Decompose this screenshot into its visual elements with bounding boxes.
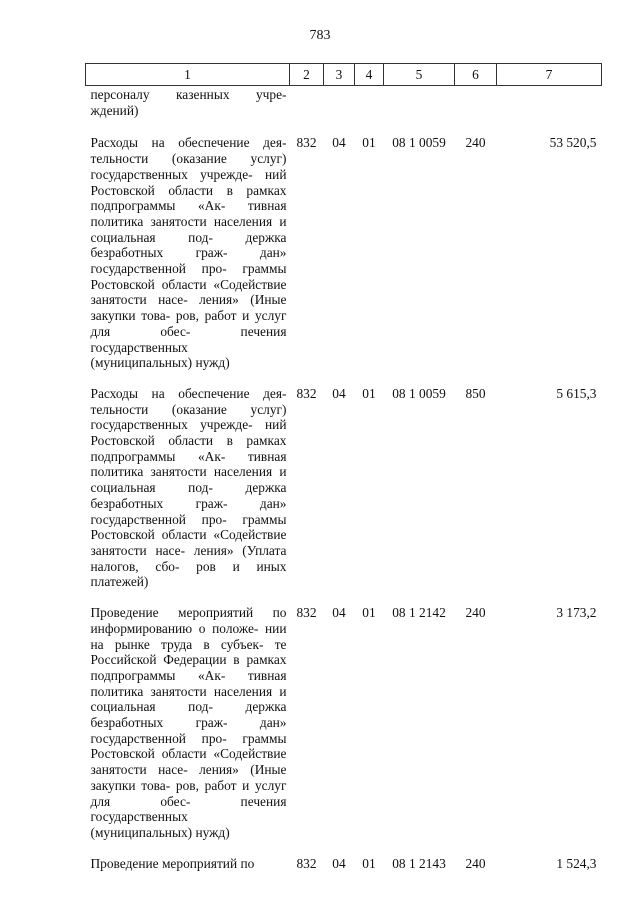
description-line: нии на рынке труда в субъек- (90, 620, 287, 652)
empty-cell (455, 86, 497, 135)
empty-cell (324, 86, 355, 135)
description-line: ний Ростовской области в (90, 166, 287, 198)
description-line: ления» (Иные закупки това- (90, 762, 287, 793)
row-description (86, 604, 290, 855)
page-number: 783 (309, 28, 331, 43)
header-col-1: 1 (86, 64, 290, 86)
description-line: ления» (Иные закупки това- (90, 292, 287, 324)
description-line: ждений) (90, 102, 139, 118)
description-line: дан» государственной про- (90, 245, 287, 277)
description-line: рамках подпрограммы «Ак- (90, 182, 287, 214)
target-article-cell: 08 1 0059 (392, 135, 446, 151)
table-row (86, 134, 602, 385)
empty-cell (497, 86, 602, 135)
table-row (86, 604, 602, 855)
table-header (86, 64, 602, 86)
row-description (86, 385, 290, 604)
description-line: ров и иных платежей) (90, 558, 287, 590)
description-line: тивная политика занятости (90, 448, 287, 480)
section-cell: 04 (332, 385, 346, 401)
description-line: (муниципальных) нужд) (90, 355, 230, 371)
description-line: держка безработных граж- (90, 229, 287, 261)
header-col-6: 6 (455, 64, 497, 86)
description-line: «Содействие занятости насе- (90, 276, 287, 308)
description-line: ров, работ и услуг для обес- (90, 308, 287, 339)
expense-type-cell: 240 (465, 135, 486, 151)
section-cell: 04 (332, 855, 346, 871)
ministry-code-cell: 832 (296, 605, 317, 621)
description-line: рамках подпрограммы «Ак- (90, 433, 287, 464)
amount-cell: 1 524,3 (556, 855, 597, 871)
ministry-code-cell: 832 (296, 385, 317, 401)
description-line: (муниципальных) нужд) (90, 824, 230, 840)
description-line: дан» государственной про- (90, 495, 287, 527)
description-line: ления» (Уплата налогов, сбо- (90, 542, 287, 574)
ministry-code-cell: 832 (296, 855, 317, 871)
empty-cell (384, 86, 455, 135)
row-description (86, 134, 290, 385)
subsection-cell: 01 (362, 385, 376, 401)
expense-type-cell: 850 (465, 385, 486, 401)
target-article-cell: 08 1 0059 (392, 385, 446, 401)
description-line: Расходы на обеспечение дея- (90, 135, 287, 151)
amount-cell: 53 520,5 (549, 135, 597, 151)
description-line: государственных учрежде- (90, 166, 253, 182)
section-cell: 04 (332, 135, 346, 151)
empty-cell (290, 86, 324, 135)
header-col-2: 2 (290, 64, 324, 86)
description-line: граммы Ростовской области (90, 730, 287, 762)
row-description (86, 855, 290, 872)
target-article-cell: 08 1 2142 (392, 605, 446, 621)
description-line: держка безработных граж- (90, 699, 287, 731)
description-line: тивная политика занятости (90, 198, 287, 229)
description-line: «Содействие занятости насе- (90, 746, 287, 778)
description-line: ров, работ и услуг для обес- (90, 777, 287, 809)
subsection-cell: 01 (362, 135, 376, 151)
description-line: населения и социальная под- (90, 213, 287, 245)
description-line: населения и социальная под- (90, 683, 287, 715)
description-line: граммы Ростовской области (90, 511, 287, 543)
header-col-4: 4 (355, 64, 384, 86)
amount-cell: 3 173,2 (556, 605, 597, 621)
row-description (86, 86, 290, 135)
description-line: Расходы на обеспечение дея- (90, 385, 287, 401)
description-line: дан» государственной про- (90, 715, 287, 746)
description-line: государственных учрежде- (90, 417, 253, 433)
description-line: населения и социальная под- (90, 464, 287, 496)
description-line: персоналу казенных учре- (90, 87, 287, 102)
table-row-continuation (86, 86, 602, 135)
description-line: ний Ростовской области в (90, 417, 287, 449)
table-row (86, 855, 602, 872)
ministry-code-cell: 832 (296, 135, 317, 151)
description-line: Проведение мероприятий по (90, 855, 255, 871)
target-article-cell: 08 1 2143 (392, 855, 446, 871)
table-row (86, 385, 602, 604)
description-line: информированию о положе- (90, 620, 259, 636)
description-line: те Российской Федерации в (90, 636, 287, 668)
table-body (86, 86, 602, 872)
empty-cell (355, 86, 384, 135)
description-line: «Содействие занятости насе- (90, 527, 287, 558)
header-row (86, 64, 602, 86)
amount-cell: 5 615,3 (556, 385, 597, 401)
budget-table (85, 63, 602, 871)
expense-type-cell: 240 (465, 855, 486, 871)
subsection-cell: 01 (362, 605, 376, 621)
header-col-7: 7 (497, 64, 602, 86)
description-line: тивная политика занятости (90, 667, 287, 699)
description-line: тельности (оказание услуг) (90, 151, 287, 167)
section-cell: 04 (332, 605, 346, 621)
header-col-5: 5 (384, 64, 455, 86)
description-line: граммы Ростовской области (90, 261, 287, 292)
description-line: печения государственных (90, 323, 287, 355)
subsection-cell: 01 (362, 855, 376, 871)
header-col-3: 3 (324, 64, 355, 86)
description-line: рамках подпрограммы «Ак- (90, 652, 287, 683)
description-line: печения государственных (90, 793, 287, 825)
description-line: тельности (оказание услуг) (90, 401, 287, 417)
expense-type-cell: 240 (465, 605, 486, 621)
description-line: держка безработных граж- (90, 480, 287, 511)
description-line: Проведение мероприятий по (90, 605, 287, 621)
